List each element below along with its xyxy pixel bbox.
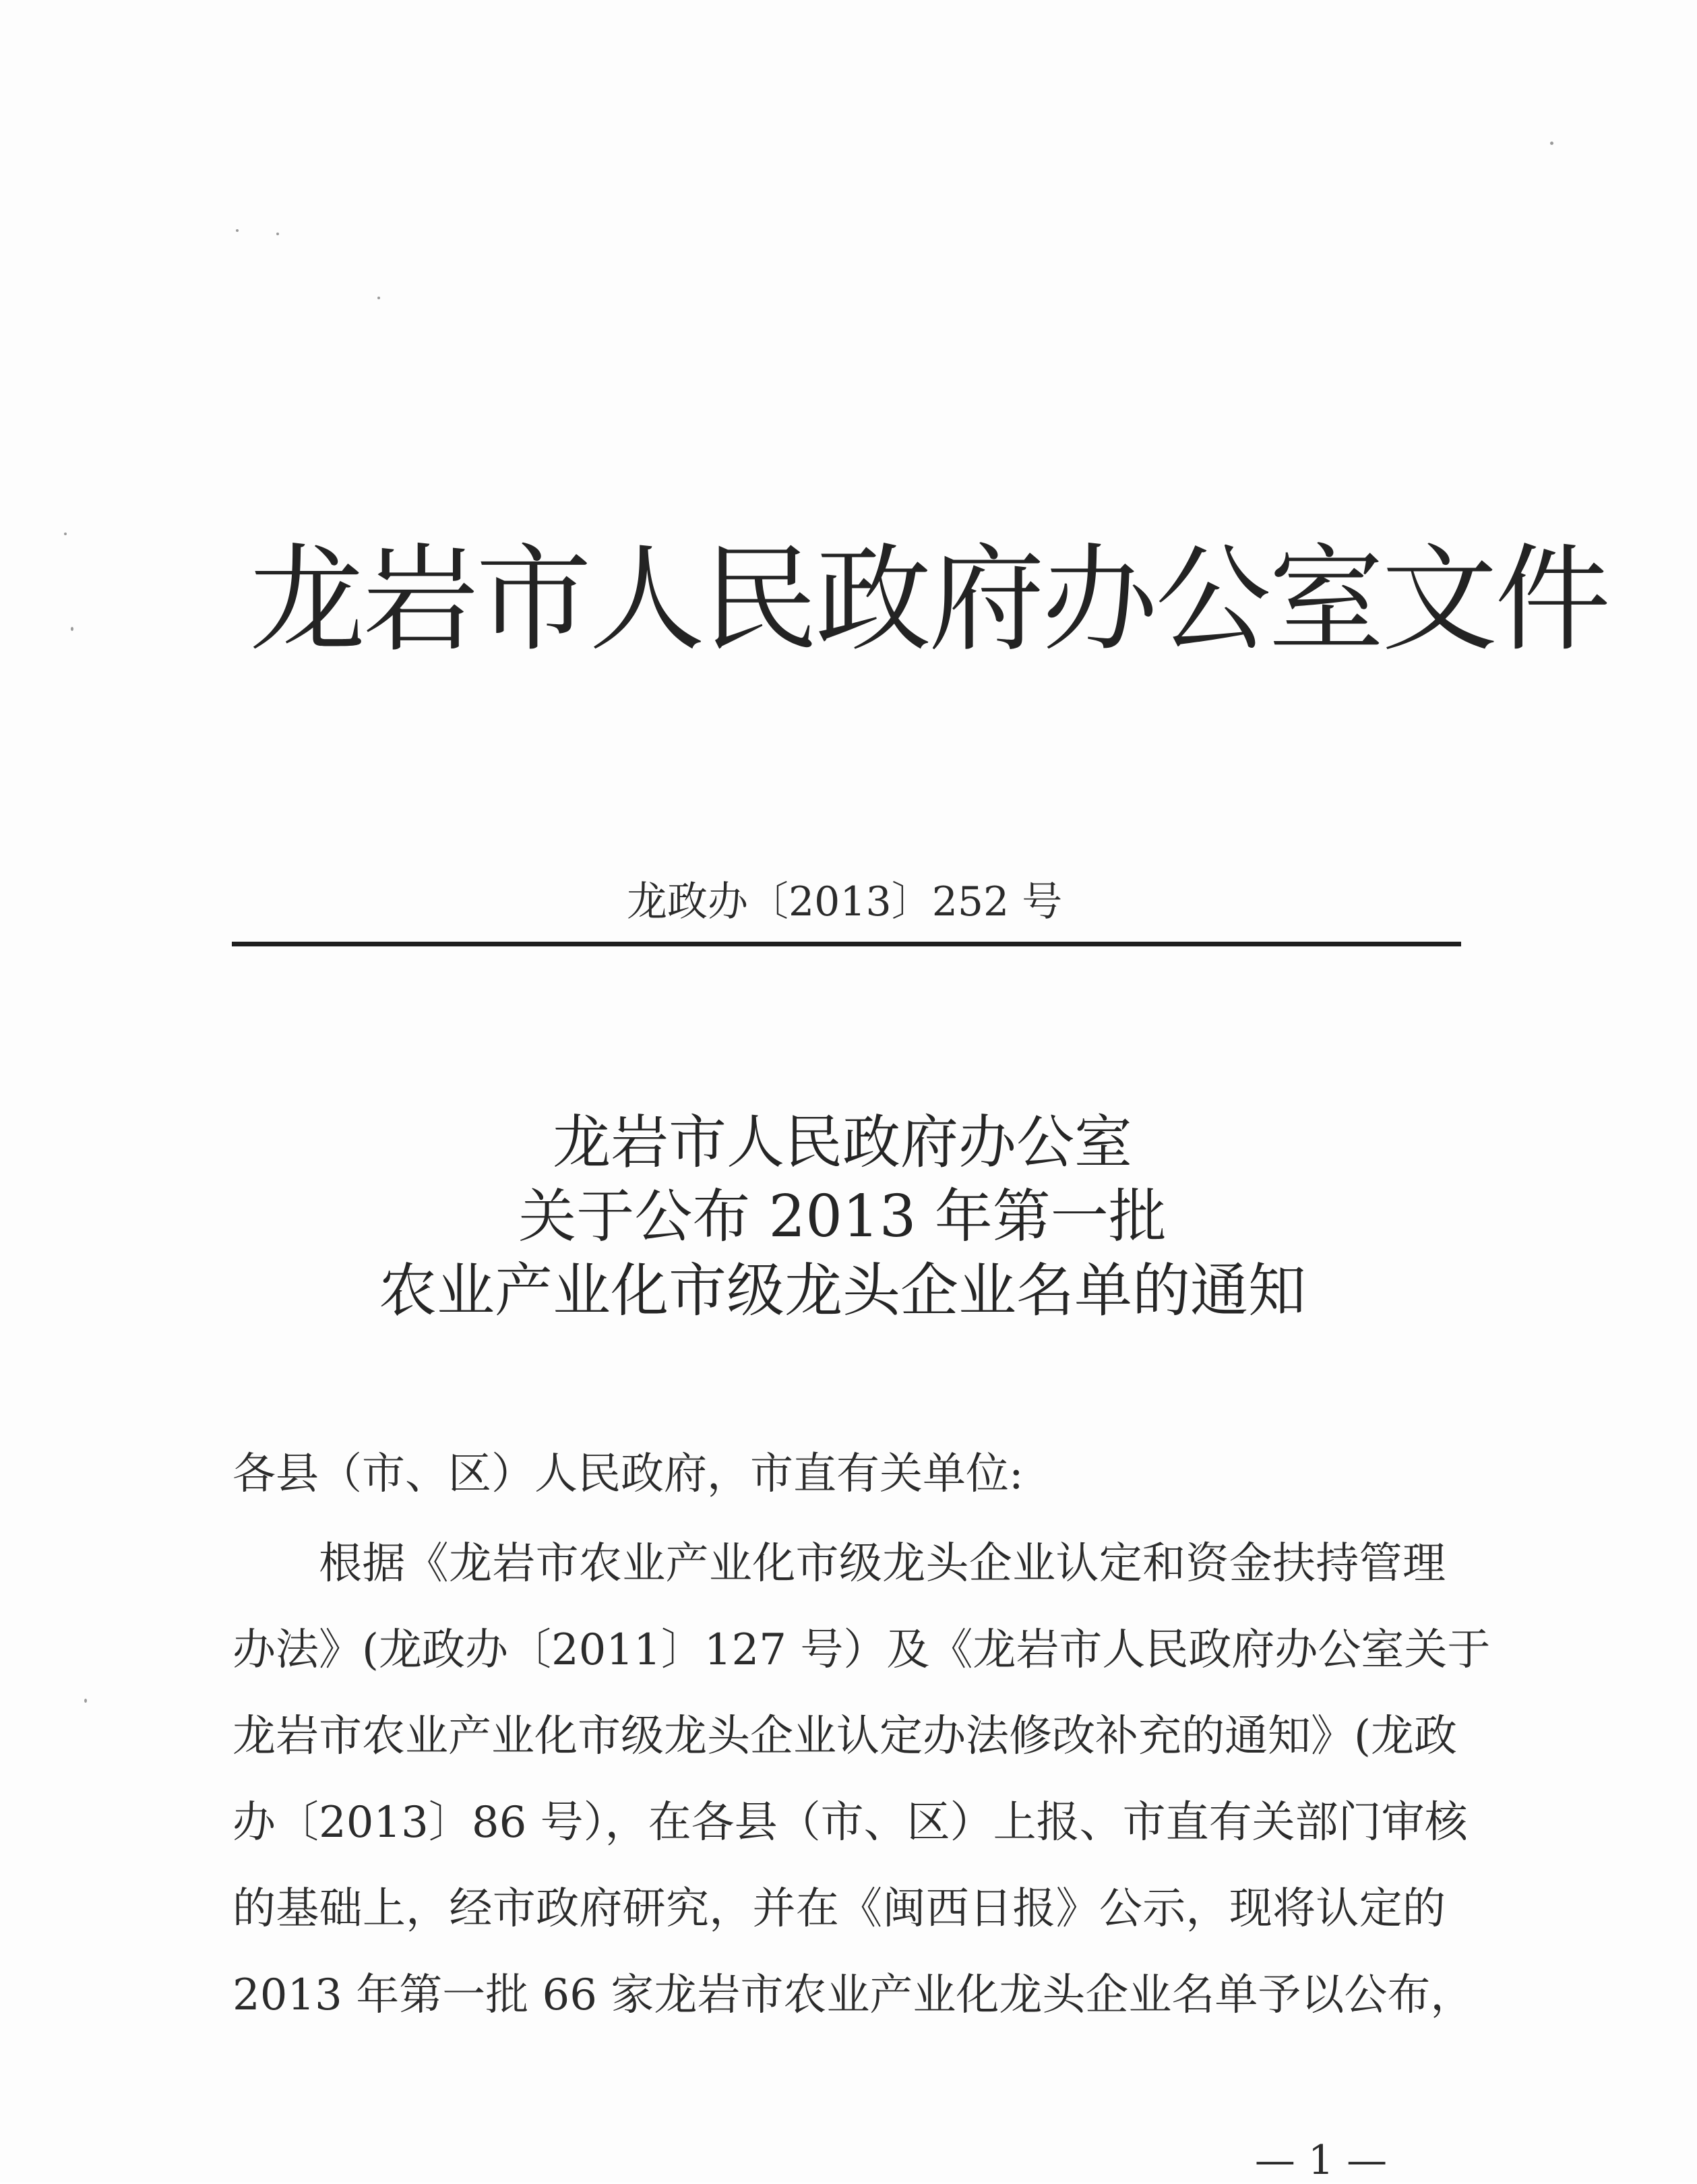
notice-title <box>243 1105 1442 1328</box>
notice-title-line: 关于公布 2013 年第一批 <box>518 1183 1167 1250</box>
header-divider <box>232 942 1461 946</box>
scan-speck <box>276 233 279 235</box>
scan-speck <box>71 627 73 631</box>
scan-speck <box>84 1699 87 1703</box>
notice-title-line: 农业产业化市级龙头企业名单的通知 <box>379 1257 1306 1325</box>
body-line: 2013 年第一批 66 家龙岩市农业产业化龙头企业名单予以公布， <box>233 1970 1474 2020</box>
body-line: 办法》(龙政办〔2011〕127 号）及《龙岩市人民政府办公室关于 <box>233 1625 1491 1675</box>
document-number: 龙政办〔2013〕252 号 <box>627 878 1063 926</box>
notice-title-line: 龙岩市人民政府办公室 <box>553 1109 1132 1176</box>
scan-speck <box>64 533 67 535</box>
scan-speck <box>377 297 380 299</box>
scan-speck <box>1550 142 1553 145</box>
page-number: — 1 — <box>1254 2137 1388 2184</box>
body-paragraph <box>233 1530 1491 2048</box>
body-line: 龙岩市农业产业化市级龙头企业认定办法修改补充的通知》(龙政 <box>233 1711 1457 1761</box>
body-line: 的基础上，经市政府研究，并在《闽西日报》公示，现将认定的 <box>233 1884 1446 1934</box>
scan-speck <box>236 229 239 232</box>
body-line: 根据《龙岩市农业产业化市级龙头企业认定和资金扶持管理 <box>319 1539 1446 1589</box>
body-line: 办〔2013〕86 号），在各县（市、区）上报、市直有关部门审核 <box>233 1798 1468 1848</box>
document-header-title: 龙岩市人民政府办公室文件 <box>249 532 1608 667</box>
salutation: 各县（市、区）人民政府，市直有关单位: <box>233 1449 1024 1499</box>
